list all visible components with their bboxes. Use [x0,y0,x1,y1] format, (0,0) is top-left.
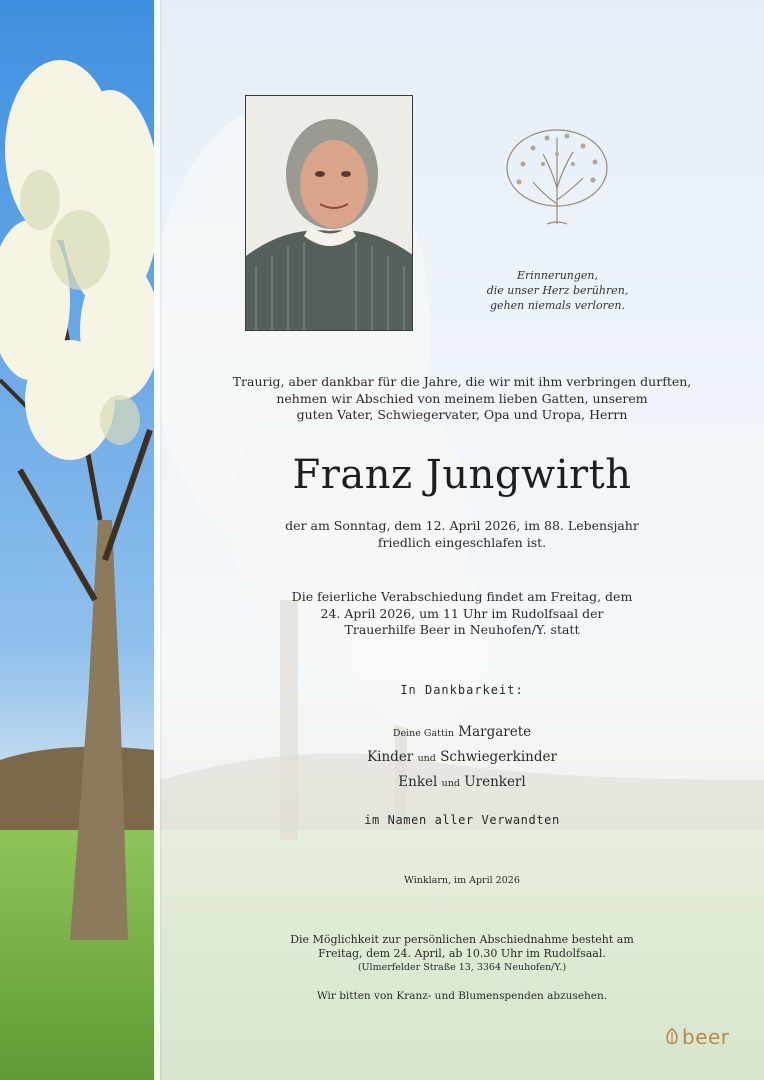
ceremony-line: Trauerhilfe Beer in Neuhofen/Y. statt [344,622,580,637]
mourner-name: Kinder [367,749,414,765]
portrait-photo [245,95,413,331]
mourner-grandchildren [160,770,764,796]
mourner-name: Margarete [458,724,532,740]
intro-text [160,374,764,424]
flowers-note: Wir bitten von Kranz- und Blumenspenden abzusehen. [316,990,608,1002]
death-line: der am Sonntag, dem 12. April 2026, im 88. Lebensjahr [285,518,639,533]
place-date: Winklarn, im April 2026 [404,875,520,886]
mourner-name: Urenkerl [464,774,526,790]
intro-line: nehmen wir Abschied von meinem lieben Gatten, unserem [276,390,648,406]
brand-logo [664,1025,730,1049]
quote-line: die unser Herz berühren, [486,284,629,297]
mourner-children [160,745,764,771]
farewell-info [160,933,764,975]
blossom-tree-photo [0,0,154,1080]
death-line: friedlich eingeschlafen ist. [377,534,547,550]
mourner-connector: und [417,753,436,764]
mourner-name: Schwiegerkinder [440,749,557,765]
farewell-line: Freitag, dem 24. April, ab 10.30 Uhr im Rudolfsaal. [318,947,606,960]
death-notice [160,518,764,551]
ceremony-info [160,589,764,639]
brand-leaf-icon [664,1028,680,1046]
intro-line: Traurig, aber dankbar für die Jahre, die wir mit ihm verbringen durften, [232,374,692,389]
ceremony-line: 24. April 2026, um 11 Uhr im Rudolfsaal der [320,605,604,621]
thanks-heading: In Dankbarkeit: [400,683,524,697]
deceased-name: Franz Jungwirth [292,452,632,498]
brand-name: beer [682,1025,730,1049]
tree-of-life-icon [503,124,611,230]
mourner-spouse [160,720,764,746]
farewell-address: (Ulmerfelder Straße 13, 3364 Neuhofen/Y.) [357,962,567,973]
farewell-line: Die Möglichkeit zur persönlichen Abschiednahme besteht am [290,933,634,946]
quote-line: gehen niemals verloren. [490,299,625,312]
relatives-line: im Namen aller Verwandten [364,813,560,827]
ceremony-line: Die feierliche Verabschiedung findet am Freitag, dem [291,589,633,604]
intro-line: guten Vater, Schwiegervater, Opa und Uropa, Herrn [296,407,628,422]
quote-line: Erinnerungen, [516,269,599,282]
mourner-relation: Deine Gattin [392,728,454,739]
memorial-quote [470,268,645,313]
mourner-name: Enkel [398,774,438,790]
mourner-connector: und [441,778,460,789]
